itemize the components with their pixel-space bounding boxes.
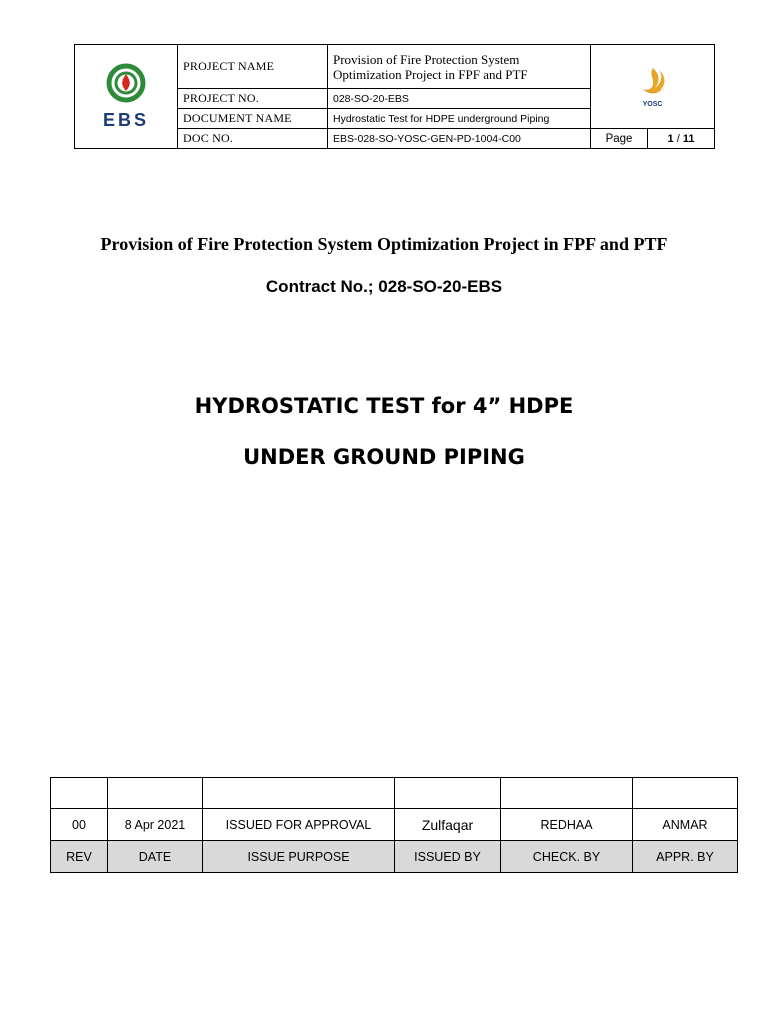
main-title-line2: UNDER GROUND PIPING (243, 445, 525, 469)
document-name-label: DOCUMENT NAME (178, 109, 328, 129)
appr-by-header: APPR. BY (633, 841, 738, 873)
project-no-label: PROJECT NO. (178, 89, 328, 109)
check-by-value: REDHAA (501, 809, 633, 841)
page-separator: / (673, 132, 683, 145)
check-by-header: CHECK. BY (501, 841, 633, 873)
document-name-value: Hydrostatic Test for HDPE underground Piping (328, 109, 591, 129)
page-current: 1 (667, 132, 674, 145)
revision-cell (51, 778, 108, 809)
project-no-value: 028-SO-20-EBS (328, 89, 591, 109)
appr-by-value: ANMAR (633, 809, 738, 841)
ebs-logo (75, 45, 178, 149)
issue-purpose-value: ISSUED FOR APPROVAL (203, 809, 395, 841)
ebs-logo-text: EBS (102, 109, 149, 130)
table-row (51, 809, 738, 841)
project-name-label: PROJECT NAME (178, 45, 328, 89)
issued-by-value: Zulfaqar (395, 809, 501, 841)
contract-number: Contract No.; 028-SO-20-EBS (265, 277, 503, 296)
issue-purpose-header: ISSUE PURPOSE (203, 841, 395, 873)
revision-cell (203, 778, 395, 809)
ebs-logo-icon (106, 63, 146, 103)
rev-value: 00 (51, 809, 108, 841)
revision-cell (633, 778, 738, 809)
project-name-value: Provision of Fire Protection System Optimization Project in FPF and PTF (328, 45, 591, 89)
issued-by-header: ISSUED BY (395, 841, 501, 873)
revision-cell (501, 778, 633, 809)
date-value: 8 Apr 2021 (108, 809, 203, 841)
revision-cell (395, 778, 501, 809)
page-number (648, 129, 715, 149)
date-header: DATE (108, 841, 203, 873)
yosc-logo-text: YOSC (642, 100, 663, 108)
page-total: 11 (682, 132, 695, 145)
doc-no-value: EBS-028-SO-YOSC-GEN-PD-1004-C00 (328, 129, 591, 149)
main-title-line1: HYDROSTATIC TEST for 4” HDPE (194, 394, 574, 418)
rev-header: REV (51, 841, 108, 873)
project-title: Provision of Fire Protection System Optimization Project in FPF and PTF (100, 234, 668, 254)
revision-table (50, 777, 737, 873)
yosc-logo (591, 45, 715, 129)
table-header-row (51, 841, 738, 873)
page-label: Page (591, 129, 648, 149)
revision-cell (108, 778, 203, 809)
document-header (74, 44, 714, 148)
yosc-logo-icon (635, 66, 671, 96)
table-row (51, 778, 738, 809)
doc-no-label: DOC NO. (178, 129, 328, 149)
